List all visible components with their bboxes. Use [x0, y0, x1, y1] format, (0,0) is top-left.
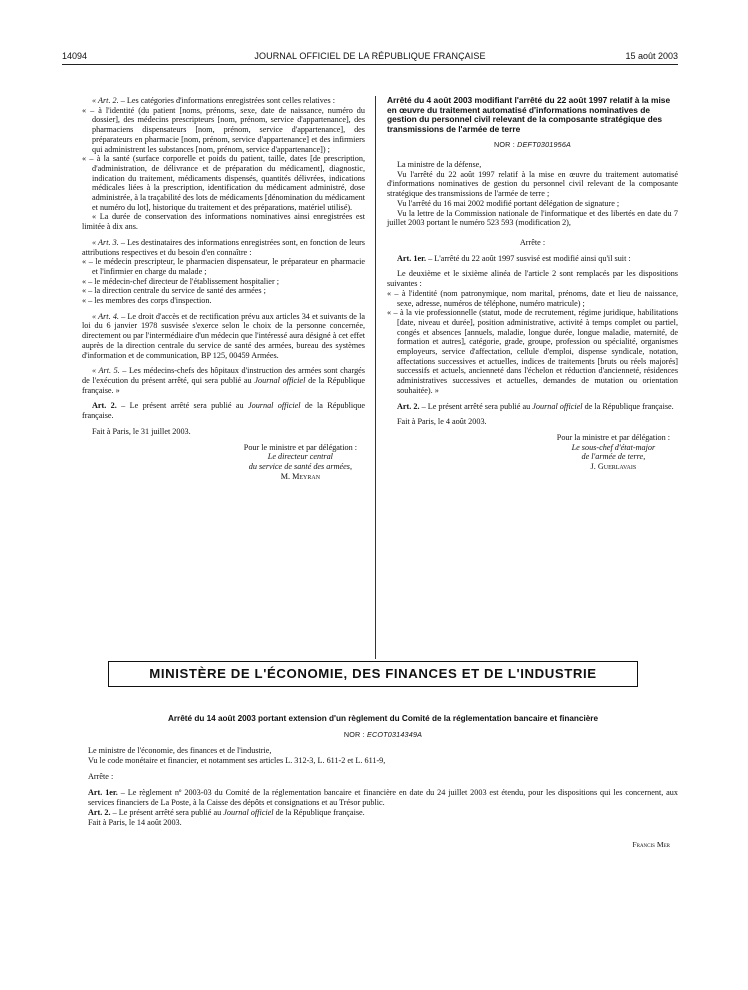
article-2-categories: « Art. 2. – Les catégories d'informations enregistrées sont celles relatives :: [92, 96, 336, 105]
minister-line: La ministre de la défense,: [397, 160, 482, 170]
signatory-name: M. Meyran: [280, 471, 321, 481]
signature-line: Pour le ministre et par délégation :: [243, 442, 357, 452]
article-1: Art. 1er. – L'arrêté du 22 août 1997 susvisé est modifié ainsi qu'il suit :: [397, 253, 631, 263]
list-item: « – à la santé (surface corporelle et poids du patient, taille, dates [de prescription, d'administration, de délivrance et de préparation du médicament], diagnostic, indication du traitement, médicaments dispensés, quantités délivrées, indications médicales liées à la prescription, identification du médicament administré, dose administrée, à la traçabilité des lots de médicaments [dénomination du médicament et numéro du lot], historique du traitement et des préparations, matériel utilisé).: [82, 154, 365, 212]
signature-line: de l'armée de terre,: [581, 452, 646, 462]
list-item: « – le médecin prescripteur, le pharmacien dispensateur, le préparateur en pharmacie et l'infirmier en charge du malade ;: [82, 257, 365, 276]
list-item: « – à la vie professionnelle (statut, mode de recrutement, régime juridique, habilitations [date, niveau et durée], position administrative, activité à temps complet ou partiel, congés et absences [annuels, maladie, longue durée, longue maladie, maternité, de formation et autres], catégorie, grade, groupe, profession ou spécialité, organismes employeurs, service d'affectation, cellule d'emploi, dispense syndicale, notation, affectations successives et actuelles, indices de traitements [bruts ou réels majorés] successifs et actuels, ancienneté dans l'échelon et réduction d'ancienneté, résidences administratives successives et actuelles, demandes de mutation ou orientation souhaitée). »: [387, 308, 678, 395]
signature-line: Le directeur central: [267, 452, 333, 462]
visa-paragraph: Vu le code monétaire et financier, et notamment ses articles L. 312-3, L. 611-2 et L. 611-9,: [88, 756, 386, 765]
article-1: Art. 1er. – Le règlement nº 2003-03 du Comité de la réglementation bancaire et financière en date du 24 juillet 2003 est étendu, pour les dispositions qui les concernent, aux services financiers de La Poste, à la Caisse des dépôts et consignations et au Trésor public.: [88, 788, 678, 807]
article-4-droit-acces: « Art. 4. – Le droit d'accès et de rectification prévu aux articles 34 et suivants de la loi du 6 janvier 1978 susvisée s'exerce selon le choix de la personne concernée, directement ou par l'intermédiaire d'un médecin que l'intéressé aura désigné à cet effet auprès de la direction centrale du service de santé des armées, bureau des systèmes d'information et de communication, BP 125, 00459 Armées.: [82, 311, 365, 360]
ministry-banner: MINISTÈRE DE L'ÉCONOMIE, DES FINANCES ET DE L'INDUSTRIE: [108, 661, 638, 687]
decree-title: Arrêté du 4 août 2003 modifiant l'arrêté du 22 août 1997 relatif à la mise en œuvre du traitement automatisé d'informations nominatives de gestion du personnel civil relevant de la composante stratégique des transmissions de l'armée de terre: [387, 95, 671, 134]
page-header: [62, 51, 678, 65]
signature-block: [387, 433, 678, 472]
visa-paragraph: Vu la lettre de la Commission nationale de l'informatique et des libertés en date du 7 juillet 2003 portant le numéro 523 593 (modification 2),: [387, 208, 678, 228]
article-2-publication: Art. 2. – Le présent arrêté sera publié au Journal officiel de la République française.: [397, 401, 674, 411]
article-2-publication: Art. 2. – Le présent arrêté sera publié au Journal officiel de la République française.: [82, 401, 365, 421]
list-item: « – à l'identité (du patient [noms, prénoms, sexe, date de naissance, numéro du dossier], des médecins prescripteurs [nom, prénom, service d'appartenance], des pharmaciens dispensateurs [nom, prénom, service d'appartenance], des préparateurs en pharmacie [nom, prénom, service d'appartenance] et des infirmiers qui administrent les substances [nom, prénom, service d'appartenance]) ;: [82, 105, 365, 154]
article-5-execution: « Art. 5. – Les médecins-chefs des hôpitaux d'instruction des armées sont chargés de l'exécution du présent arrêté, qui sera publié au Journal officiel de la République française. »: [82, 366, 365, 395]
fait-a-paris: Fait à Paris, le 31 juillet 2003.: [92, 426, 191, 436]
signature-line: du service de santé des armées,: [248, 461, 352, 471]
fait-a-paris: Fait à Paris, le 14 août 2003.: [88, 818, 182, 827]
signatory-name: Francis Mer: [632, 840, 670, 849]
signature-block: [82, 443, 365, 482]
arrete-heading: Arrête :: [88, 772, 114, 781]
fait-a-paris: Fait à Paris, le 4 août 2003.: [397, 417, 487, 427]
article-3-destinataires: « Art. 3. – Les destinataires des informations enregistrées sont, en fonction de leurs attributions respectives et du besoin d'en connaître :: [82, 237, 365, 257]
signature-line: Le sous-chef d'état-major: [571, 442, 656, 452]
minister-line: Le ministre de l'économie, des finances et de l'industrie,: [88, 746, 272, 755]
nor-reference: NOR : DEFT0301956A: [493, 140, 572, 150]
column-divider: [375, 96, 376, 659]
decree-title: Arrêté du 14 août 2003 portant extension d'un règlement du Comité de la réglementation bancaire et financière: [167, 714, 599, 723]
replacement-paragraph: Le deuxième et le sixième alinéa de l'article 2 sont remplacés par les dispositions suivantes :: [387, 269, 678, 289]
right-column: [387, 96, 678, 472]
bottom-decree: [88, 714, 678, 850]
list-item: « – à l'identité (nom patronymique, nom marital, prénoms, date et lieu de naissance, sexe, adresse, numéros de téléphone, numéro matricule) ;: [387, 288, 678, 308]
page-number: 14094: [62, 51, 88, 61]
arrete-heading: Arrête :: [519, 238, 546, 247]
visa-paragraph: Vu l'arrêté du 22 août 1997 relatif à la mise en œuvre du traitement automatisé d'informations nominatives de gestion du personnel civil relevant de la composante stratégique des transmissions de l'armée de terre ;: [387, 169, 678, 199]
signature-line: Pour la ministre et par délégation :: [556, 432, 670, 442]
list-item: « – la direction centrale du service de santé des armées ;: [82, 286, 266, 296]
issue-date: 15 août 2003: [625, 51, 678, 61]
signatory-name: J. Guerlavais: [590, 462, 637, 472]
article-2-publication: Art. 2. – Le présent arrêté sera publié au Journal officiel de la République française.: [88, 808, 365, 817]
conservation-paragraph: « La durée de conservation des informations nominatives ainsi enregistrées est limitée à dix ans.: [82, 212, 365, 232]
list-item: « – les membres des corps d'inspection.: [82, 296, 212, 306]
header-rule: [62, 64, 678, 65]
left-column: [82, 96, 365, 481]
nor-reference: NOR : ECOT0314349A: [343, 730, 423, 739]
journal-title: JOURNAL OFFICIEL DE LA RÉPUBLIQUE FRANÇAISE: [254, 51, 486, 61]
list-item: « – le médecin-chef directeur de l'établissement hospitalier ;: [82, 276, 279, 286]
visa-paragraph: Vu l'arrêté du 16 mai 2002 modifié portant délégation de signature ;: [397, 198, 620, 208]
